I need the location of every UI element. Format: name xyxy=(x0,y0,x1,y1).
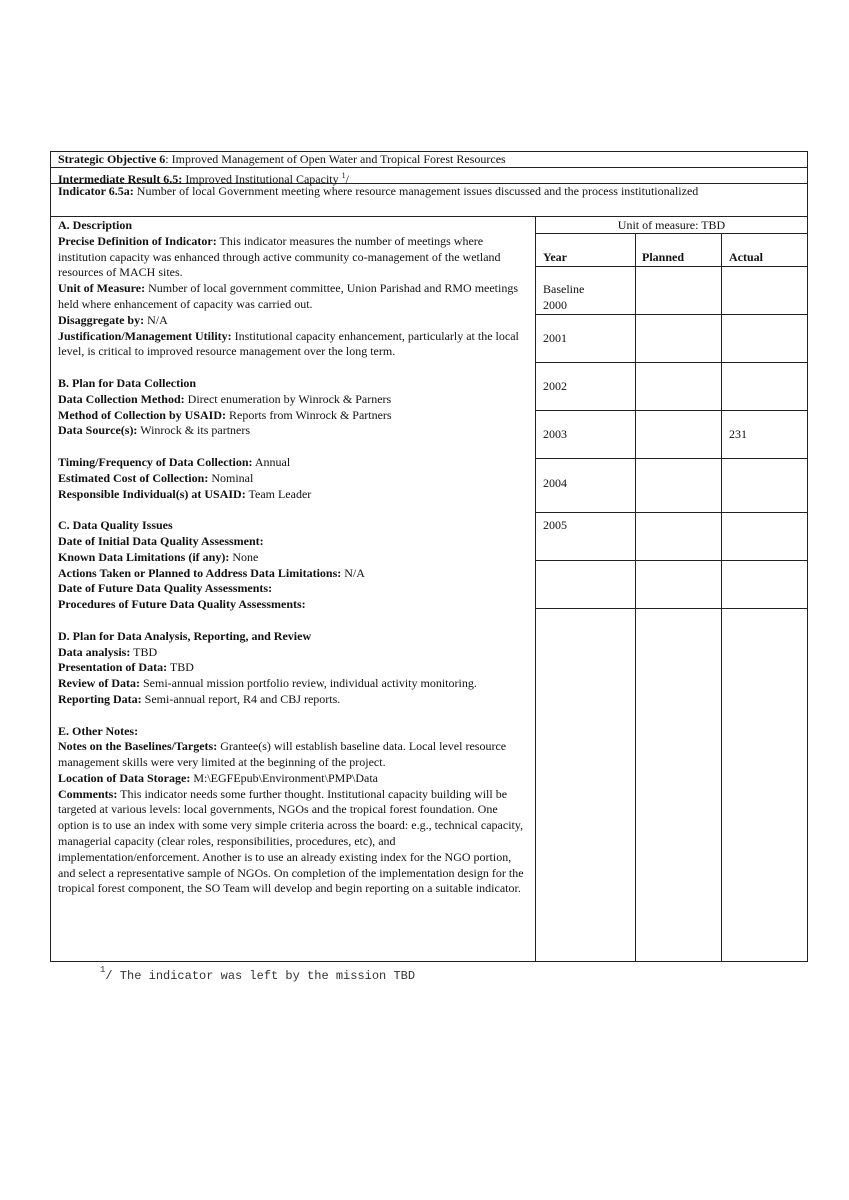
baselines-text: Grantee(s) will establish baseline data. Local level resource management skills were very limited at the beginning of the project. xyxy=(58,739,507,770)
row-divider xyxy=(536,266,807,267)
presentation-label: Presentation of Data: xyxy=(58,660,168,675)
timing xyxy=(58,455,528,471)
row-divider xyxy=(536,314,807,315)
result-footnote-mark: 1 xyxy=(341,171,346,180)
storage-label: Location of Data Storage: xyxy=(58,770,191,785)
section-d-heading: D. Plan for Data Analysis, Reporting, and Review xyxy=(58,628,312,643)
row-divider xyxy=(536,410,807,411)
objective-label: Strategic Objective 6 xyxy=(58,152,166,166)
section-c-heading: C. Data Quality Issues xyxy=(58,518,173,533)
cost-text: Nominal xyxy=(208,470,254,485)
actions xyxy=(58,566,528,582)
year-cell: 2005 xyxy=(543,518,567,532)
column-divider xyxy=(721,233,722,961)
indicator-text: Number of local Government meeting where resource management issues discussed and the process institutionalized xyxy=(133,184,699,198)
storage-text: M:\EGFEpub\Environment\PMP\Data xyxy=(190,770,378,785)
usaid-method-label: Method of Collection by USAID: xyxy=(58,407,226,422)
year-column-header: Year xyxy=(543,250,567,264)
reporting-text: Semi-annual report, R4 and CBJ reports. xyxy=(141,691,341,706)
review-text: Semi-annual mission portfolio review, individual activity monitoring. xyxy=(139,676,477,691)
row-divider xyxy=(536,608,807,609)
indicator-label: Indicator 6.5a: xyxy=(58,184,134,198)
responsible-text: Team Leader xyxy=(245,486,312,501)
limitations-label: Known Data Limitations (if any): xyxy=(58,549,230,564)
actions-label: Actions Taken or Planned to Address Data Limitations: xyxy=(58,565,342,580)
analysis-label: Data analysis: xyxy=(58,644,131,659)
unit-text: Number of local government committee, Union Parishad and RMO meetings held where enhancement of capacity was carried out. xyxy=(58,281,519,311)
section-e-heading: E. Other Notes: xyxy=(58,723,139,738)
precise-text: This indicator measures the number of meetings where institution capacity was enhanced through active community co-management of the wetland resources of MACH sites. xyxy=(58,233,501,280)
disaggregate xyxy=(58,313,528,329)
method-label: Data Collection Method: xyxy=(58,391,185,406)
procedures-dqa: Procedures of Future Data Quality Assessments: xyxy=(58,597,306,612)
unit-label: Unit of Measure: xyxy=(58,281,146,296)
row-divider xyxy=(536,512,807,513)
future-dqa: Date of Future Data Quality Assessments: xyxy=(58,581,273,596)
method-text: Direct enumeration by Winrock & Parners xyxy=(184,391,392,406)
section-b-heading: B. Plan for Data Collection xyxy=(58,375,197,390)
row-divider xyxy=(536,560,807,561)
intermediate-result-row xyxy=(51,168,807,184)
objective-text: : Improved Management of Open Water and Tropical Forest Resources xyxy=(165,152,506,166)
review-label: Review of Data: xyxy=(58,676,140,691)
footnote-mark: 1 xyxy=(100,965,106,975)
year-cell: 2004 xyxy=(543,476,567,490)
responsible-label: Responsible Individual(s) at USAID: xyxy=(58,486,246,501)
description-column xyxy=(51,217,536,961)
usaid-collection-method xyxy=(58,408,528,424)
actual-column-header: Actual xyxy=(729,250,763,264)
reporting xyxy=(58,692,528,708)
row-divider xyxy=(536,362,807,363)
justification-label: Justification/Management Utility: xyxy=(58,328,232,343)
year-cell: 2000 xyxy=(543,298,567,312)
footnote-text: / The indicator was left by the mission TBD xyxy=(105,969,416,983)
timing-text: Annual xyxy=(252,454,291,469)
limitations-text: None xyxy=(229,549,259,564)
year-cell: 2002 xyxy=(543,379,567,393)
result-slash: / xyxy=(345,172,349,186)
footnote xyxy=(100,962,415,986)
justification xyxy=(58,329,528,361)
presentation-text: TBD xyxy=(167,660,194,675)
limitations xyxy=(58,550,528,566)
source-label: Data Source(s): xyxy=(58,423,138,438)
initial-dqa: Date of Initial Data Quality Assessment: xyxy=(58,533,264,548)
result-text: Improved Institutional Capacity xyxy=(182,172,342,186)
indicator-sheet xyxy=(50,151,808,962)
presentation xyxy=(58,660,528,676)
cost xyxy=(58,471,528,487)
reporting-label: Reporting Data: xyxy=(58,691,142,706)
actions-text: N/A xyxy=(341,565,365,580)
justification-text: Institutional capacity enhancement, particularly at the local level, is critical to improved resource management over the long term. xyxy=(58,328,519,359)
disaggregate-label: Disaggregate by: xyxy=(58,312,145,327)
strategic-objective-row xyxy=(51,152,807,168)
actual-cell: 231 xyxy=(729,427,747,441)
column-divider xyxy=(635,233,636,961)
baselines-label: Notes on the Baselines/Targets: xyxy=(58,739,218,754)
year-cell: 2001 xyxy=(543,331,567,345)
performance-table xyxy=(536,217,807,961)
indicator-row xyxy=(51,184,807,217)
collection-method xyxy=(58,392,528,408)
year-cell: 2003 xyxy=(543,427,567,441)
usaid-method-text: Reports from Winrock & Partners xyxy=(226,407,392,422)
precise-label: Precise Definition of Indicator: xyxy=(58,233,217,248)
precise-definition xyxy=(58,234,528,281)
unit-of-measure xyxy=(58,281,528,313)
comments-text: This indicator needs some further thought. Institutional capacity building will be targeted at various levels: local governments, NGOs and the tropical forest foundation. One option is to use an index with some very simple criteria across the board: e.g., technical capacity, managerial capacity (clear roles, responsibilities, procedures, etc), and implementation/enforcement. Another is to use an already existing index for the NGO portion, and select a representative sample of NGOs. On completion of the implementation design for the tropical forest component, the SO Team will develop and begin reporting on a suitable indicator. xyxy=(58,786,524,896)
review xyxy=(58,676,528,692)
responsible xyxy=(58,487,528,503)
disaggregate-text: N/A xyxy=(144,312,168,327)
baselines-notes xyxy=(58,739,528,771)
unit-of-measure-header: Unit of measure: TBD xyxy=(536,217,807,234)
analysis-text: TBD xyxy=(130,644,158,659)
result-label: Intermediate Result 6.5: xyxy=(58,172,183,186)
data-analysis xyxy=(58,645,528,661)
row-divider xyxy=(536,458,807,459)
planned-column-header: Planned xyxy=(642,250,685,264)
timing-label: Timing/Frequency of Data Collection: xyxy=(58,454,253,469)
comments xyxy=(58,787,528,898)
source-text: Winrock & its partners xyxy=(137,423,251,438)
section-a-heading: A. Description xyxy=(58,218,132,232)
data-source xyxy=(58,423,528,439)
year-cell: Baseline xyxy=(543,282,585,296)
cost-label: Estimated Cost of Collection: xyxy=(58,470,209,485)
comments-label: Comments: xyxy=(58,786,118,801)
data-storage xyxy=(58,771,528,787)
